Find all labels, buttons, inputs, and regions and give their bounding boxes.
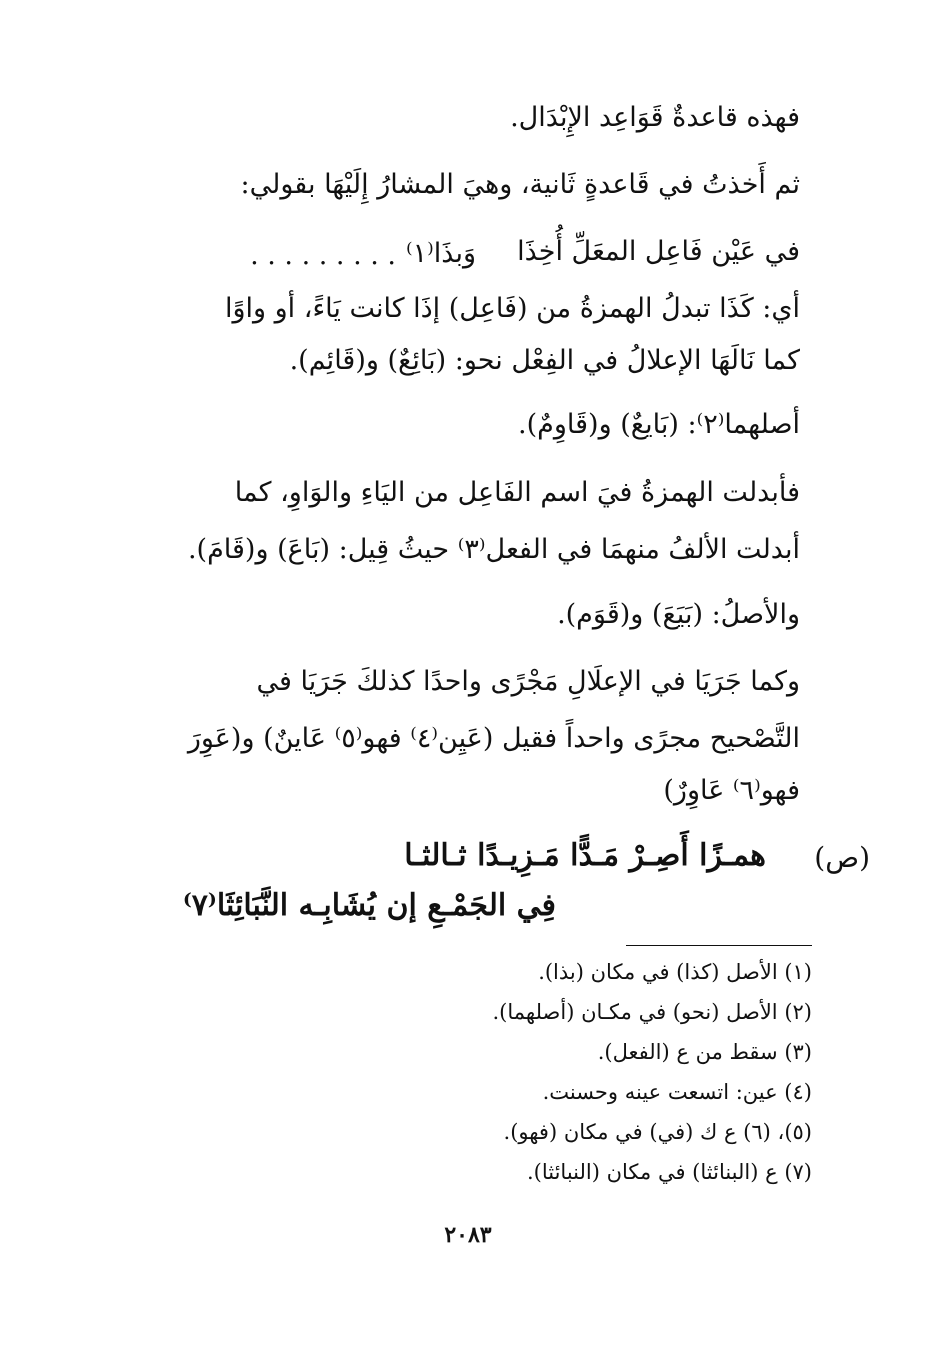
page-number: ٢٠٨٣ [444, 1222, 492, 1248]
body-line-2: ثم أَخذتُ في قَاعدةٍ ثَانية، وهيَ المشارُ إِلَيْهَا بقولي: [240, 169, 800, 200]
verse-2-hemistich-2: فِي الجَمْـعِ إن يُشَابِـه النَّبَائِثَا⁽٧⁾ [182, 888, 556, 923]
body-line-4: كما نَالَهَا الإعلالُ في الفِعْل نحو: (بَائِعٌ) و(قَائِم). [289, 345, 800, 376]
body-line-1: فهذه قاعدةٌ قَوَاعِد الإِبْدَال. [510, 102, 800, 133]
verse-2-marker: (ص) [814, 841, 870, 874]
body-line-5: أصلهما⁽٢⁾: (بَايعٌ) و(قَاوِمٌ). [518, 409, 800, 440]
footnote-5: (٥)، (٦) ع ك (في) في مكان (فهو). [503, 1120, 812, 1144]
body-line-10: التَّصْحيح مجرًى واحداً فقيل (عَيِن⁽٤⁾ فهو⁽٥⁾ عَاينٌ) و(عَوِرَ [187, 723, 800, 754]
body-line-11: فهو⁽٦⁾ عَاوِرٌ) [663, 775, 800, 806]
verse-2-hemistich-1: همـزًا أَصِـرْ مَـدًّا مَـزِيـدًا ثـالثـا [404, 838, 766, 873]
verse-1-hemistich-right: في عَيْن فَاعِل المعَلِّ أُخِذَا [517, 236, 800, 267]
verse-1-dots: . . . . . . . . . [250, 240, 396, 271]
body-line-6: فأبدلت الهمزةُ فيَ اسم الفَاعِل من اليَاءِ والوَاوِ، كما [234, 477, 800, 508]
body-line-9: وكما جَرَيَا في الإعلَالِ مَجْرًى واحدًا كذلكَ جَرَيَا في [256, 666, 800, 697]
footnote-2: (٢) الأصل (نحو) في مكـان (أصلهما). [492, 1000, 812, 1024]
footnote-4: (٤) عين: اتسعت عينه وحسنت. [542, 1080, 812, 1104]
body-line-8: والأصلُ: (بَيَعَ) و(قَوَم). [557, 599, 800, 630]
body-line-3: أي: كَذَا تبدلُ الهمزةُ من (فَاعِل) إذَا كانت يَاءً، أو واوًا [224, 293, 800, 324]
body-line-7: أبدلت الألفُ منهمَا في الفعل⁽٣⁾ حيثُ قِيل: (بَاعَ) و(قَامَ). [187, 534, 800, 565]
footnote-1: (١) الأصل (كذا) في مكان (بذا). [538, 960, 812, 984]
verse-1-hemistich-left: وَبذَا⁽١⁾ [405, 238, 476, 269]
footnote-3: (٣) سقط من ع (الفعل). [597, 1040, 812, 1064]
footnote-6: (٧) ع (البنائثا) في مكان (النبائثا). [526, 1160, 812, 1184]
footnote-separator [626, 945, 812, 946]
